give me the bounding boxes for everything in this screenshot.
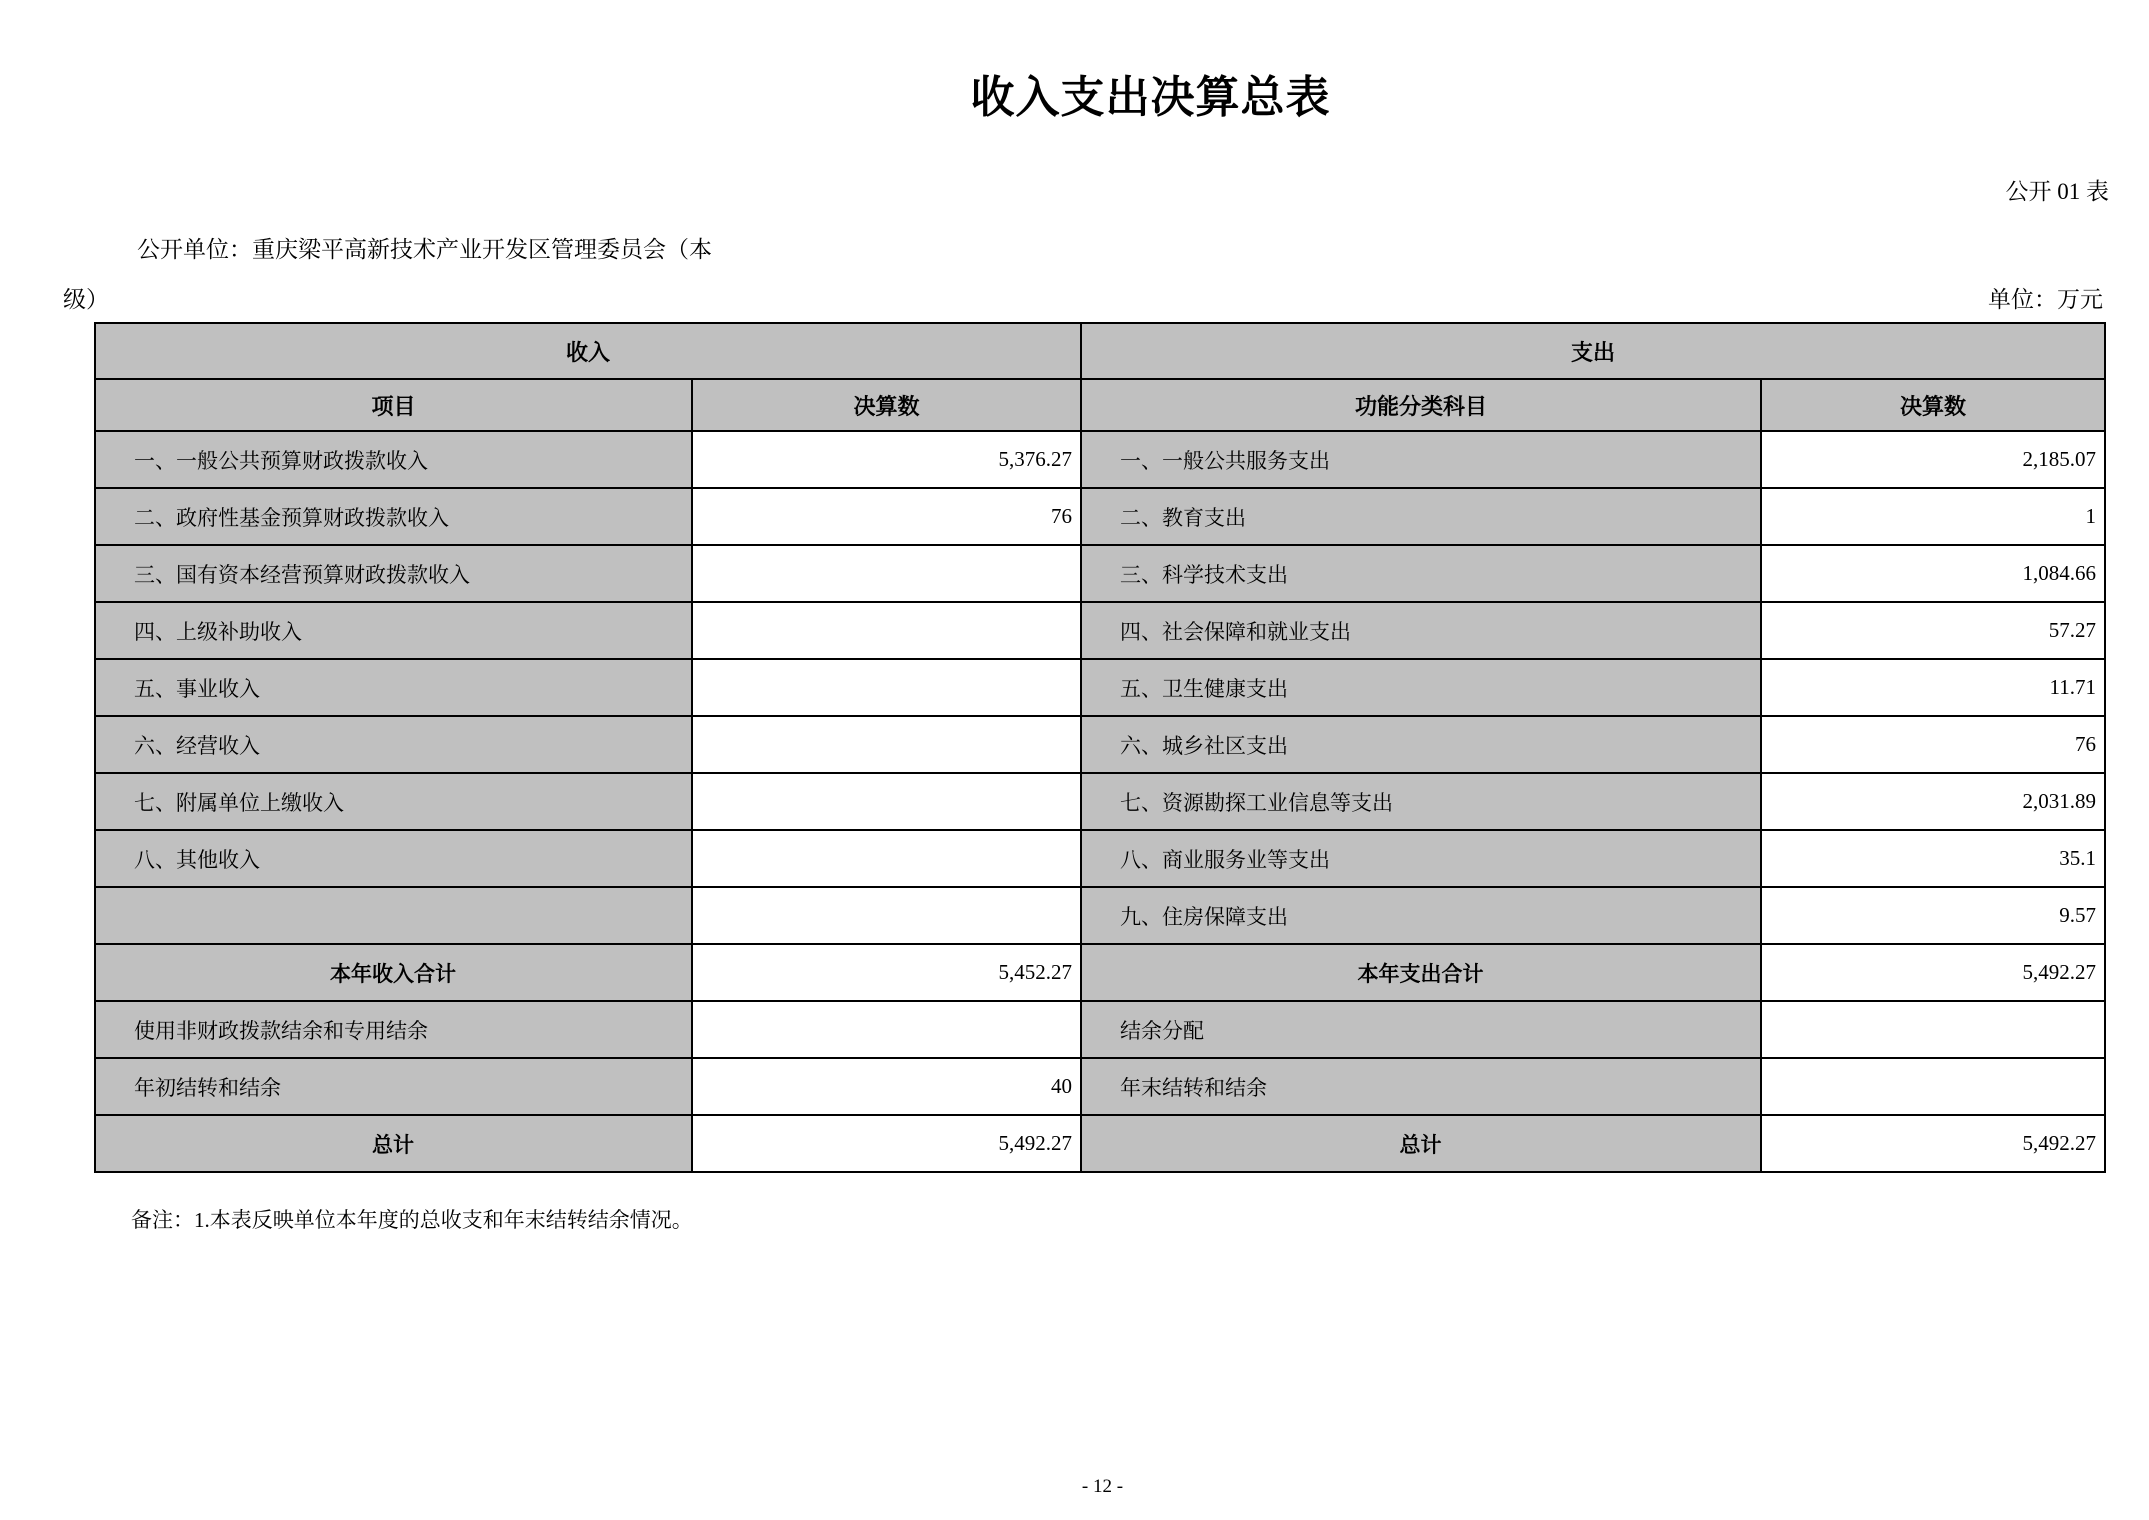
income-value-cell: 5,376.27 [692,431,1081,488]
col-header-income-item: 项目 [95,379,692,431]
expense-value-cell [1761,1001,2105,1058]
expense-value-cell: 2,185.07 [1761,431,2105,488]
expense-item-cell: 一、一般公共服务支出 [1081,431,1761,488]
org-name-line1: 公开单位：重庆梁平高新技术产业开发区管理委员会（本 [137,237,712,262]
income-value-cell [692,1001,1081,1058]
income-value-cell [692,830,1081,887]
expense-value-cell [1761,1058,2105,1115]
meta-row [63,286,2103,314]
income-value-cell [692,887,1081,944]
income-item-cell: 三、国有资本经营预算财政拨款收入 [95,545,692,602]
expense-total-value-cell: 5,492.27 [1761,944,2105,1001]
expense-value-cell: 9.57 [1761,887,2105,944]
table-row [95,716,2105,773]
expense-value-cell: 35.1 [1761,830,2105,887]
income-item-cell: 八、其他收入 [95,830,692,887]
footnote: 备注：1.本表反映单位本年度的总收支和年末结转结余情况。 [131,1208,693,1232]
table-row [95,659,2105,716]
col-header-income-value: 决算数 [692,379,1081,431]
expense-item-cell: 九、住房保障支出 [1081,887,1761,944]
expense-item-cell: 七、资源勘探工业信息等支出 [1081,773,1761,830]
expense-grand-total-label-cell: 总计 [1081,1115,1761,1172]
expense-item-cell: 二、教育支出 [1081,488,1761,545]
expense-item-cell: 四、社会保障和就业支出 [1081,602,1761,659]
col-header-expense-item: 功能分类科目 [1081,379,1761,431]
income-value-cell: 76 [692,488,1081,545]
expense-item-cell: 结余分配 [1081,1001,1761,1058]
expense-value-cell: 1,084.66 [1761,545,2105,602]
income-item-cell: 使用非财政拨款结余和专用结余 [95,1001,692,1058]
budget-summary-table [94,322,2106,1173]
table-row [95,1001,2105,1058]
table-row [95,830,2105,887]
expense-section-header: 支出 [1081,323,2105,379]
income-value-cell [692,602,1081,659]
income-item-cell: 五、事业收入 [95,659,692,716]
income-item-cell: 六、经营收入 [95,716,692,773]
income-value-cell: 40 [692,1058,1081,1115]
table-code: 公开 01 表 [2005,179,2109,204]
expense-value-cell: 2,031.89 [1761,773,2105,830]
expense-item-cell: 六、城乡社区支出 [1081,716,1761,773]
org-name-line2: 级） [63,287,109,312]
section-header-row [95,323,2105,379]
income-grand-total-label-cell: 总计 [95,1115,692,1172]
table-row [95,1058,2105,1115]
income-section-header: 收入 [95,323,1081,379]
income-value-cell [692,659,1081,716]
table-row-total-current-year [95,944,2105,1001]
income-total-value-cell: 5,452.27 [692,944,1081,1001]
table-row-grand-total [95,1115,2105,1172]
expense-item-cell: 年末结转和结余 [1081,1058,1761,1115]
expense-item-cell: 三、科学技术支出 [1081,545,1761,602]
table-row [95,602,2105,659]
col-header-expense-value: 决算数 [1761,379,2105,431]
income-value-cell [692,545,1081,602]
table-row [95,887,2105,944]
expense-value-cell: 11.71 [1761,659,2105,716]
page-number: - 12 - [1081,1476,1124,1497]
income-grand-total-value-cell: 5,492.27 [692,1115,1081,1172]
income-total-label-cell: 本年收入合计 [95,944,692,1001]
income-value-cell [692,716,1081,773]
expense-item-cell: 八、商业服务业等支出 [1081,830,1761,887]
expense-value-cell: 57.27 [1761,602,2105,659]
expense-total-label-cell: 本年支出合计 [1081,944,1761,1001]
column-header-row [95,379,2105,431]
page-title: 收入支出决算总表 [970,73,1331,122]
expense-grand-total-value-cell: 5,492.27 [1761,1115,2105,1172]
table-row [95,431,2105,488]
income-item-cell: 一、一般公共预算财政拨款收入 [95,431,692,488]
income-item-cell: 年初结转和结余 [95,1058,692,1115]
income-item-cell: 四、上级补助收入 [95,602,692,659]
income-item-cell: 七、附属单位上缴收入 [95,773,692,830]
unit-label: 单位：万元 [1988,287,2103,312]
income-value-cell [692,773,1081,830]
income-item-cell: 二、政府性基金预算财政拨款收入 [95,488,692,545]
table-row [95,773,2105,830]
expense-value-cell: 1 [1761,488,2105,545]
expense-value-cell: 76 [1761,716,2105,773]
table-row [95,488,2105,545]
expense-item-cell: 五、卫生健康支出 [1081,659,1761,716]
table-row [95,545,2105,602]
income-item-cell [95,887,692,944]
